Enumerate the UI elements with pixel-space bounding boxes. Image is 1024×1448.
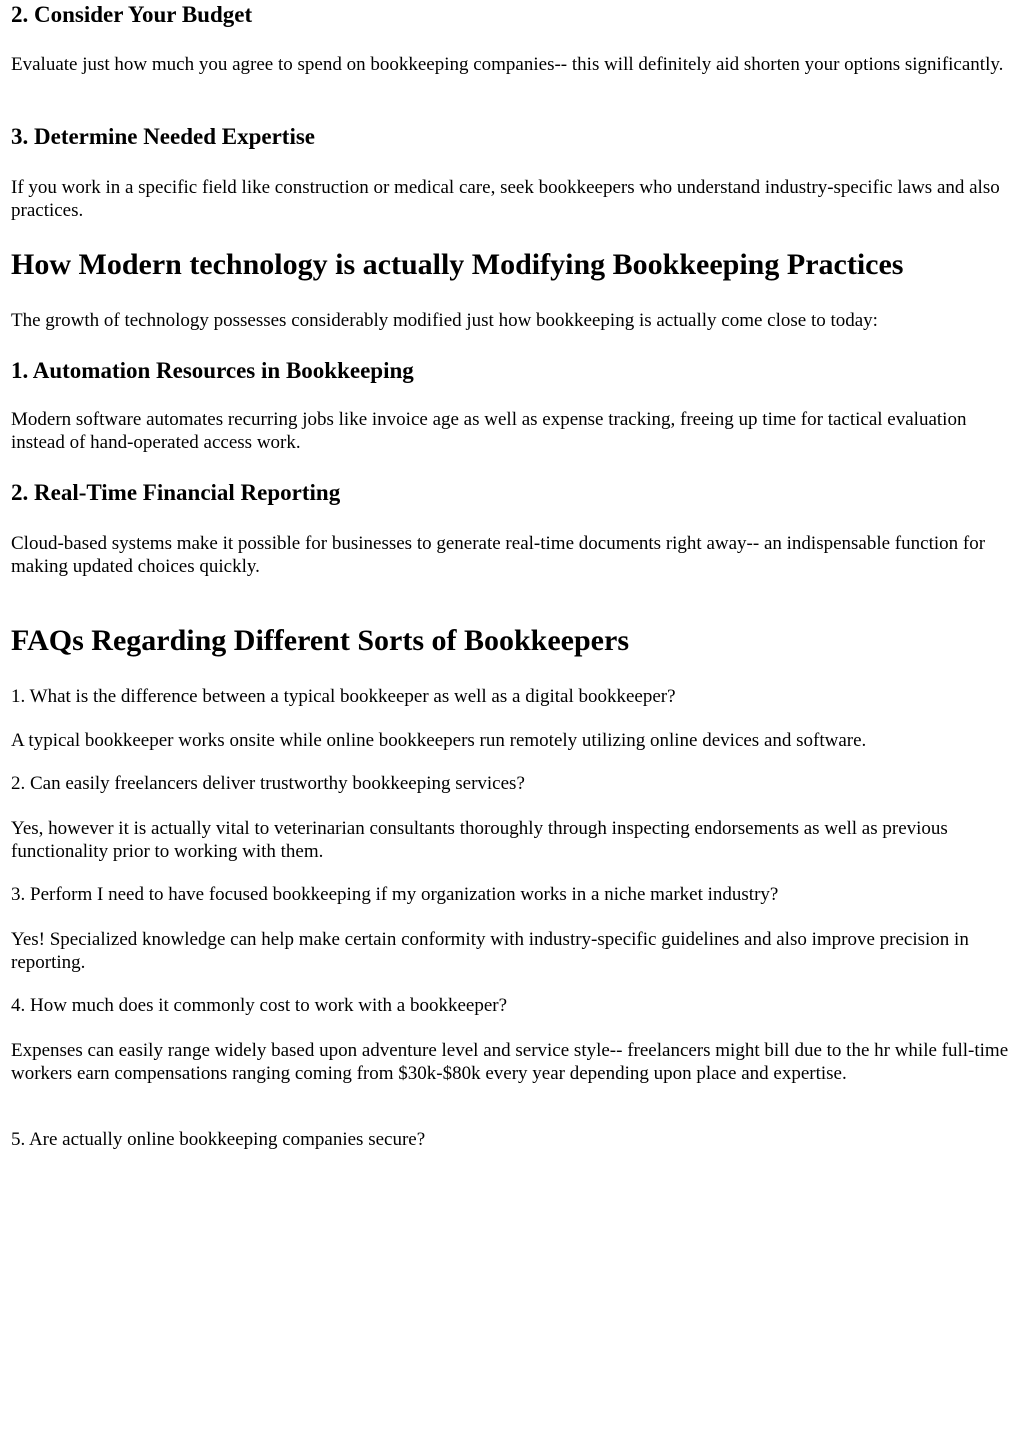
faq-question: 1. What is the difference between a typical bookkeeper as well as a digital bookkeeper? xyxy=(11,686,676,707)
faq-question: 2. Can easily freelancers deliver trustworthy bookkeeping services? xyxy=(11,773,525,794)
faq-heading: FAQs Regarding Different Sorts of Bookkeepers xyxy=(11,624,629,657)
automation-paragraph: Modern software automates recurring jobs like invoice age as well as expense tracking, freeing up time for tactical evaluation instead of hand-operated access work. xyxy=(11,409,967,453)
budget-paragraph: Evaluate just how much you agree to spend on bookkeeping companies-- this will definitely aid shorten your options significantly. xyxy=(11,54,1004,75)
faq-question: 3. Perform I need to have focused bookkeeping if my organization works in a niche market industry? xyxy=(11,884,779,905)
faq-answer: Yes! Specialized knowledge can help make certain conformity with industry-specific guidelines and also improve precision in reporting. xyxy=(11,929,969,973)
faq-answer: Expenses can easily range widely based upon adventure level and service style-- freelancers might bill due to the hr while full-time workers earn compensations ranging coming from $30k-$80k every year depending upon place and expertise. xyxy=(11,1040,1009,1084)
faq-answer: Yes, however it is actually vital to veterinarian consultants thoroughly through inspecting endorsements as well as previous functionality prior to working with them. xyxy=(11,818,948,862)
realtime-heading: 2. Real-Time Financial Reporting xyxy=(11,480,341,505)
realtime-paragraph: Cloud-based systems make it possible for businesses to generate real-time documents right away-- an indispensable function for making updated choices quickly. xyxy=(11,533,986,577)
faq-question: 5. Are actually online bookkeeping companies secure? xyxy=(11,1129,426,1150)
budget-heading: 2. Consider Your Budget xyxy=(11,2,253,27)
expertise-paragraph: If you work in a specific field like construction or medical care, seek bookkeepers who understand industry-specific laws and also practices. xyxy=(11,177,1000,221)
faq-answer: A typical bookkeeper works onsite while online bookkeepers run remotely utilizing online devices and software. xyxy=(11,730,867,751)
faq-question: 4. How much does it commonly cost to work with a bookkeeper? xyxy=(11,995,508,1016)
technology-heading: How Modern technology is actually Modifying Bookkeeping Practices xyxy=(11,248,904,281)
automation-heading: 1. Automation Resources in Bookkeeping xyxy=(11,358,414,383)
expertise-heading: 3. Determine Needed Expertise xyxy=(11,124,316,149)
technology-intro-paragraph: The growth of technology possesses considerably modified just how bookkeeping is actually come close to today: xyxy=(11,310,878,331)
